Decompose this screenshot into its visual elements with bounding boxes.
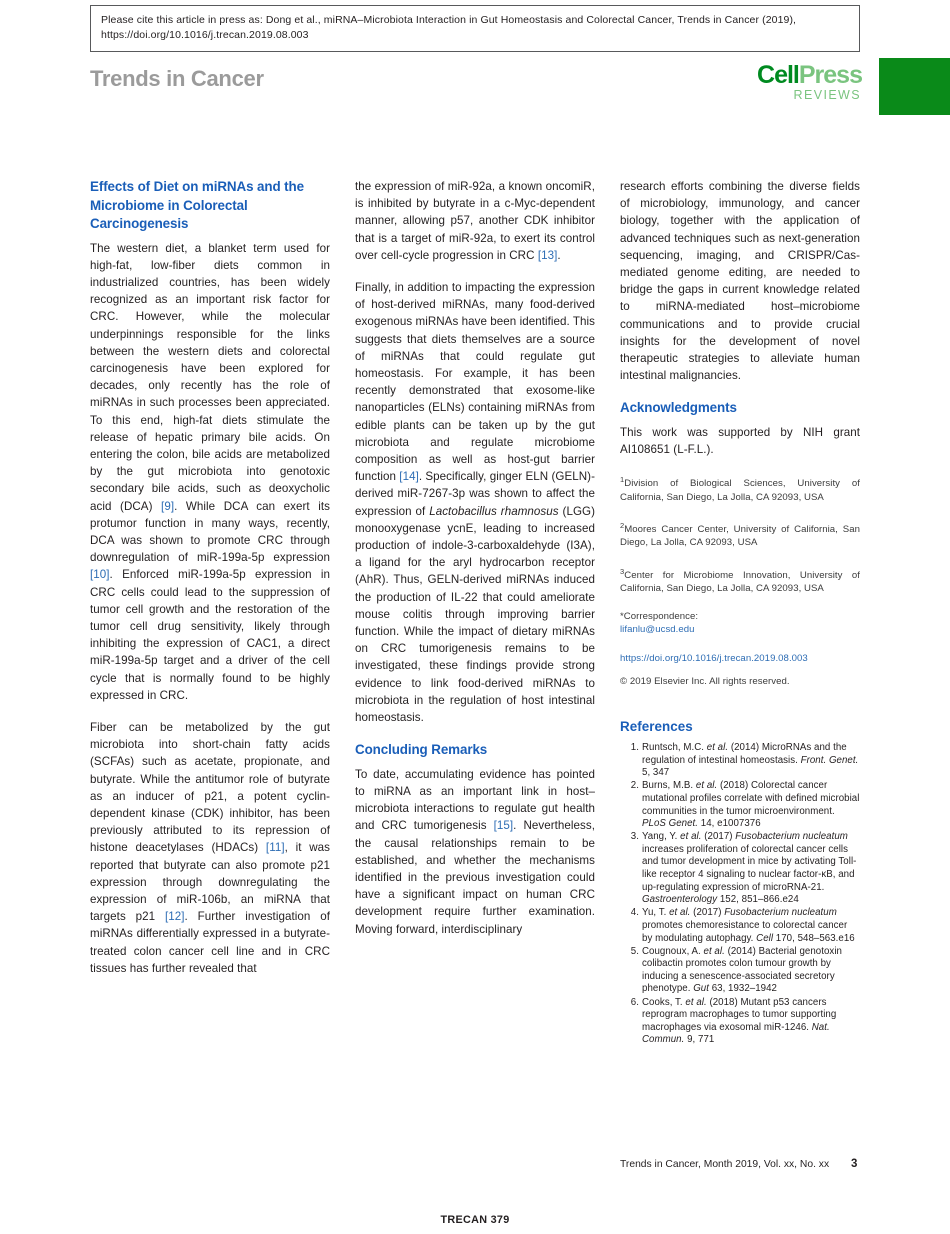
ref-journal: Cell: [756, 932, 774, 944]
ref-title: (2014) Bacterial genotoxin colibactin promotes colon tumour growth by inducing a senescence-associated secretory phenotype.: [642, 945, 842, 995]
cellpress-logo: [757, 63, 862, 102]
affiliation-marker: 2: [620, 520, 625, 530]
ref-title: (2018) Colorectal cancer mutational profiles correlate with defined microbial communities in the tumor microenvironment.: [642, 780, 860, 817]
ref-journal: Nat. Commun.: [642, 1021, 830, 1046]
correspondence-email-link[interactable]: lifanlu@ucsd.edu: [620, 624, 695, 636]
para-text: . Enforced miR-199a-5p expression in CRC cells could lead to the suppression of tumor cell growth and the restoration of the tumor cell drug sensitivity, likely through inhibiting the expression of CAC1, a direct miR-199a-5p target and a driver of the cell cycle that is normally found to be highly expressed in CRC.: [90, 568, 330, 702]
ref-etal: et al.: [695, 780, 718, 792]
reference-item[interactable]: [642, 831, 860, 907]
correspondence-label: *Correspondence:: [620, 611, 699, 623]
section-heading-diet-effects: Effects of Diet on miRNAs and the Microbiome in Colorectal Carcinogenesis: [90, 179, 304, 231]
reference-item[interactable]: [642, 742, 860, 780]
logo-reviews-text: REVIEWS: [793, 88, 861, 102]
affiliation-item: [620, 473, 860, 504]
section-heading-references: References: [620, 718, 693, 734]
trecan-article-id: TRECAN 379: [440, 1214, 510, 1226]
reference-item[interactable]: [642, 907, 860, 945]
cellpress-wordmark: [757, 63, 862, 88]
ref-title: (2014) MicroRNAs and the regulation of intestinal homeostasis.: [642, 742, 847, 766]
citation-link-14[interactable]: [14]: [399, 470, 419, 484]
ref-title: (2017): [701, 831, 736, 843]
para-text: , it was reported that butyrate can also promote p21 expression through downregulating the expression of miR-106b, an miRNA that targets p21: [90, 841, 330, 924]
paragraph-mir92a: [355, 178, 595, 264]
ref-locator: 170, 548–563.e16: [773, 932, 855, 944]
affiliation-text: Center for Microbiome Innovation, University of California, San Diego, La Jolla, CA 92093, USA: [620, 569, 860, 594]
ref-etal: et al.: [680, 831, 702, 843]
paragraph-food-derived-mirnas: [355, 279, 595, 726]
para-text: Finally, in addition to impacting the expression of host-derived miRNAs, many food-derived exogenous miRNAs have been identified. This suggests that diets themselves are a source of miRNAs that could regulate gut homeostasis. For example, it has been recently demonstrated that exosome-like nanoparticles (ELNs) containing miRNAs from edible plants can be taken up by the gut microbiota and regulate microbiome composition as well as host-gut barrier function: [355, 281, 595, 484]
text-column-3: [620, 178, 860, 1047]
para-text: To date, accumulating evidence has pointed to miRNA as an important link in host–microbiota interactions to regulate gut health and CRC tumorigenesis: [355, 767, 595, 833]
affiliation-text: Division of Biological Sciences, University of California, San Diego, La Jolla, CA 92093, USA: [620, 478, 860, 503]
ref-locator: 14, e1007376: [698, 818, 761, 830]
ref-journal: PLoS Genet.: [642, 818, 699, 830]
citation-link-15[interactable]: [15]: [493, 819, 514, 833]
text-column-1: [90, 178, 330, 992]
ref-locator: 5, 347: [642, 767, 670, 779]
citation-link-10[interactable]: [10]: [90, 568, 110, 582]
section-heading-concluding-remarks: Concluding Remarks: [355, 742, 488, 758]
ref-etal: et al.: [669, 907, 691, 919]
citation-link-13[interactable]: [13]: [537, 248, 558, 262]
species-name-lactobacillus: Lactobacillus rhamnosus: [429, 504, 559, 518]
ref-locator: 152, 851–866.e24: [717, 894, 799, 906]
correspondence-block: [620, 610, 860, 636]
para-text: Fiber can be metabolized by the gut microbiota into short-chain fatty acids (SCFAs) such as acetate, propionate, and butyrate. While the antitumor role of butyrate as an inducer of p21, a potent cyclin-dependent kinase (CDK) inhibitor, has been previously attributed to its repression of histone deacetylases (HDACs): [90, 720, 330, 855]
ref-journal: Front. Genet.: [800, 754, 859, 766]
logo-cell-text: Cell: [757, 61, 799, 89]
section-heading-acknowledgments: Acknowledgments: [620, 400, 737, 416]
running-footer: Trends in Cancer, Month 2019, Vol. xx, No. xx: [620, 1159, 830, 1170]
masthead: [90, 63, 950, 115]
ref-title: (2018) Mutant p53 cancers reprogram macrophages to tumor supporting macrophages via exosomal miR-1246.: [642, 996, 837, 1033]
para-text: (LGG) monooxygenase ycnE, leading to increased production of indole-3-carboxaldehyde (I3A), a ligand for the aryl hydrocarbon receptor (AhR). Thus, GELN-derived miRNAs induced the production of IL-22 that could ameliorate mouse colitis through improving barrier function. While the impact of dietary miRNAs on CRC tumorigenesis remains to be investigated, these findings provide strong evidence to link food-derived miRNAs to microbiota in the regulation of host intestinal homeostasis.: [355, 504, 595, 725]
ref-authors: Yu, T.: [642, 907, 670, 919]
ref-authors: Burns, M.B.: [642, 780, 696, 792]
citation-notice-box: [90, 5, 860, 52]
para-text: . Nevertheless, the causal relationships remain to be established, and whether the mechanisms identified in the previous investigation could have a significant impact on human CRC development require further examination. Moving forward, interdisciplinary: [355, 819, 595, 936]
affiliation-item: [620, 519, 860, 550]
para-text: . Specifically, ginger ELN (GELN)-derived miR-7267-3p was shown to affect the expression of: [355, 470, 595, 518]
text-column-2: [355, 178, 595, 953]
ref-journal: Gastroenterology: [642, 894, 718, 906]
para-text: . While DCA can exert its protumor function in many ways, recently, DCA was shown to promote CRC through downregulation of miR-199a-5p expression: [90, 499, 330, 565]
ref-locator: 63, 1932–1942: [708, 983, 777, 995]
para-text: the expression of miR-92a, a known oncomiR, is inhibited by butyrate in a c-Myc-dependent manner, allowing p57, another CDK inhibitor that is a target of miR-92a, to exert its control over cell-cycle progression in CRC: [355, 180, 595, 262]
ref-title-cont: increases proliferation of colorectal cancer cells and tumor development in mice by activating Toll-like receptor 4 signaling to nuclear factor-κB, and up-regulating expression of microRNA-21.: [642, 843, 857, 893]
ref-authors: Runtsch, M.C.: [642, 742, 707, 754]
citation-link-12[interactable]: [12]: [165, 910, 185, 924]
reference-list: [620, 742, 860, 1047]
reference-item[interactable]: [642, 997, 860, 1047]
copyright-text: © 2019 Elsevier Inc. All rights reserved.: [620, 675, 790, 687]
citation-notice-text: Please cite this article in press as: Dong et al., miRNA–Microbiota Interaction in Gut Homeostasis and Colorectal Cancer, Trends in Cancer (2019), https://doi.org/10.1016/j.trecan.2019.08.003: [101, 14, 797, 41]
paragraph-concluding: [355, 766, 595, 938]
ref-etal: et al.: [685, 996, 707, 1008]
reference-item[interactable]: [642, 780, 860, 830]
paragraph-western-diet: [90, 240, 330, 704]
affiliation-marker: 1: [620, 475, 625, 485]
para-text: The western diet, a blanket term used for high-fat, low-fiber diets common in industrialized countries, has been widely recognized as an important risk factor for CRC. However, while the molecular underpinnings responsible for the links between the western diets and colorectal carcinogenesis have been explored for decades, only recently has the role of miRNAs in such processes been appreciated. To this end, high-fat diets stimulate the release of hepatic primary bile acids. On entering the colon, bile acids are metabolized by the gut microbiota into genotoxic secondary bile acids, such as deoxycholic acid (DCA): [90, 241, 330, 513]
ref-authors: Cougnoux, A.: [642, 945, 704, 957]
paragraph-research-efforts: research efforts combining the diverse fields of microbiology, immunology, and cancer biology, together with the application of advanced techniques such as next-generation sequencing, imaging, and CRISPR/Cas-mediated genome editing, are needed to bridge the gaps in current knowledge related to miRNA-mediated host–microbiome communications and to provide crucial insights for the development of novel therapeutic strategies to alleviate human intestinal malignancies.: [620, 180, 860, 383]
ref-authors: Cooks, T.: [642, 996, 686, 1008]
reference-item[interactable]: [642, 946, 860, 996]
ref-locator: 9, 771: [684, 1034, 715, 1046]
doi-link[interactable]: https://doi.org/10.1016/j.trecan.2019.08.003: [620, 652, 808, 664]
citation-link-11[interactable]: [11]: [265, 841, 285, 855]
green-corner-block: [879, 58, 950, 115]
ref-journal: Gut: [693, 983, 709, 995]
ref-species: Fusobacterium nucleatum: [724, 907, 837, 919]
citation-link-9[interactable]: [9]: [161, 499, 175, 513]
ref-etal: et al.: [706, 742, 729, 754]
affiliation-text: Moores Cancer Center, University of California, San Diego, La Jolla, CA 92093, USA: [620, 524, 860, 549]
para-text: .: [557, 248, 561, 262]
affiliation-marker: 3: [620, 566, 625, 576]
affiliation-item: [620, 565, 860, 596]
ref-etal: et al.: [703, 945, 725, 957]
paragraph-fiber-scfa: [90, 719, 330, 977]
ref-species: Fusobacterium nucleatum: [735, 831, 848, 843]
ref-authors: Yang, Y.: [642, 831, 681, 843]
para-text: . Further investigation of miRNAs differentially expressed in a butyrate-treated colon cancer cell line and in CRC tissues has further revealed that: [90, 910, 330, 975]
logo-press-text: Press: [798, 61, 862, 89]
paragraph-acknowledgment-text: This work was supported by NIH grant AI108651 (L-F.L.).: [620, 425, 860, 457]
page-number: 3: [851, 1158, 858, 1170]
ref-title: (2017): [690, 907, 725, 919]
ref-title-cont: promotes chemoresistance to colorectal cancer by modulating autophagy.: [642, 919, 848, 944]
affiliations-list: [620, 473, 860, 595]
journal-title: Trends in Cancer: [90, 66, 264, 91]
